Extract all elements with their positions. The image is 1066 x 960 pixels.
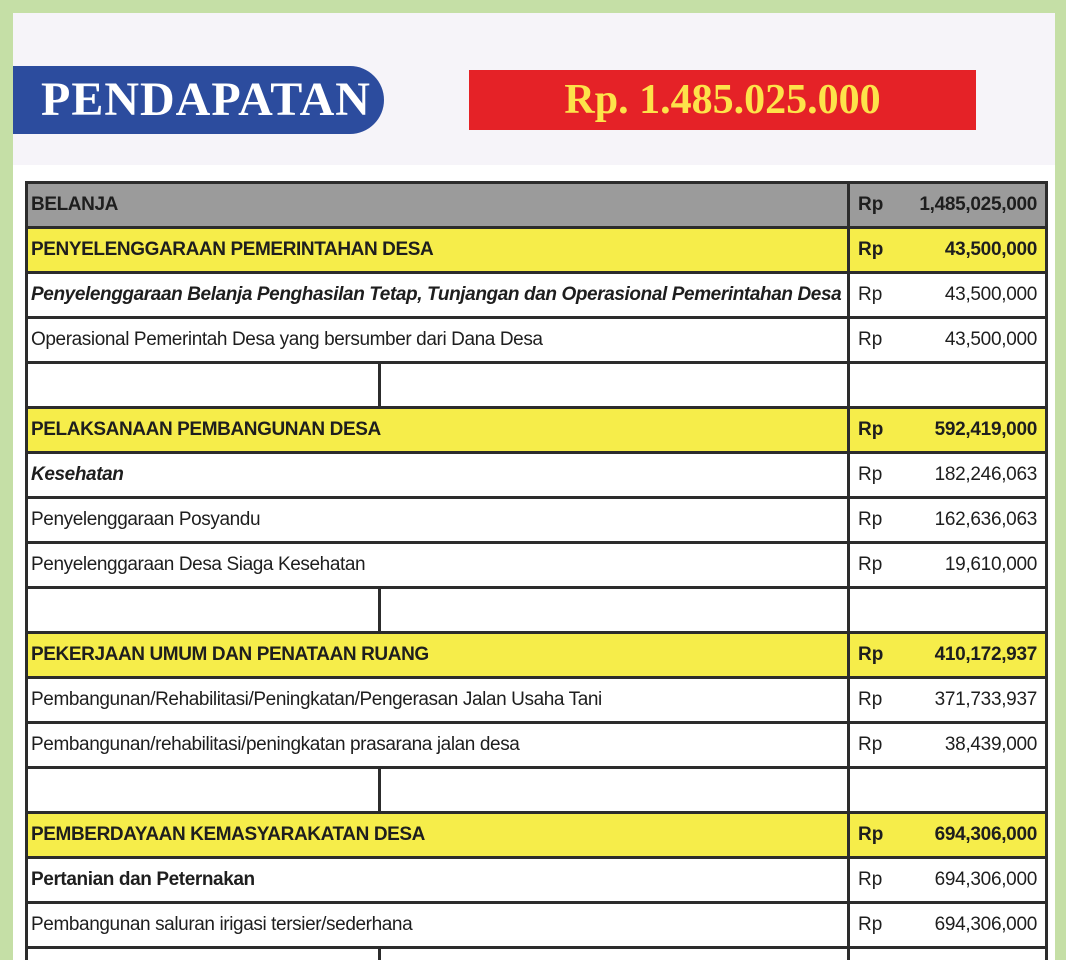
table-row-subheading [28, 859, 1045, 904]
row-amount: 43,500,000 [944, 239, 1037, 260]
table-row-section-heading [28, 409, 1045, 454]
table-row-blank [28, 364, 1045, 409]
table-row-subheading [28, 274, 1045, 319]
table-row [28, 499, 1045, 544]
table-row-blank [28, 769, 1045, 814]
document-panel [13, 13, 1055, 960]
row-currency: Rp [858, 644, 884, 665]
row-label: Pembangunan/Rehabilitasi/Peningkatan/Pengerasan Jalan Usaha Tani [28, 679, 850, 721]
row-label: PELAKSANAAN PEMBANGUNAN DESA [28, 409, 850, 451]
table-row-section-heading [28, 229, 1045, 274]
row-currency: Rp [858, 329, 883, 350]
row-label: Penyelenggaraan Posyandu [28, 499, 850, 541]
table-row-blank [28, 949, 1045, 960]
table-row [28, 544, 1045, 589]
row-amount: 38,439,000 [944, 734, 1037, 755]
table-row [28, 319, 1045, 364]
row-amount: 410,172,937 [934, 644, 1037, 665]
row-amount: 43,500,000 [944, 284, 1037, 305]
row-amount: 182,246,063 [934, 464, 1037, 485]
row-label: Pembangunan saluran irigasi tersier/sederhana [28, 904, 850, 946]
budget-table [25, 181, 1048, 960]
row-amount: 371,733,937 [934, 689, 1037, 710]
row-currency: Rp [858, 194, 884, 215]
table-row [28, 724, 1045, 769]
header-band [13, 13, 1055, 165]
table-row-section-heading [28, 634, 1045, 679]
row-currency: Rp [858, 284, 883, 305]
table-row-belanja [28, 184, 1045, 229]
row-label: Penyelenggaraan Desa Siaga Kesehatan [28, 544, 850, 586]
row-label: Penyelenggaraan Belanja Penghasilan Tetap, Tunjangan dan Operasional Pemerintahan Desa [28, 274, 850, 316]
row-label: PENYELENGGARAAN PEMERINTAHAN DESA [28, 229, 850, 271]
row-currency: Rp [858, 509, 883, 530]
table-row [28, 679, 1045, 724]
row-currency: Rp [858, 914, 883, 935]
row-label: Pertanian dan Peternakan [28, 859, 850, 901]
table-row [28, 904, 1045, 949]
row-label: BELANJA [28, 184, 850, 226]
row-amount: 43,500,000 [944, 329, 1037, 350]
row-currency: Rp [858, 419, 884, 440]
row-currency: Rp [858, 734, 883, 755]
row-amount: 162,636,063 [934, 509, 1037, 530]
pendapatan-title: PENDAPATAN [13, 66, 384, 134]
row-label: Operasional Pemerintah Desa yang bersumber dari Dana Desa [28, 319, 850, 361]
pendapatan-total: Rp. 1.485.025.000 [469, 70, 976, 130]
row-currency: Rp [858, 554, 883, 575]
table-row-section-heading [28, 814, 1045, 859]
row-amount: 592,419,000 [934, 419, 1037, 440]
row-label: Kesehatan [28, 454, 850, 496]
row-label: PEMBERDAYAAN KEMASYARAKATAN DESA [28, 814, 850, 856]
row-currency: Rp [858, 689, 883, 710]
row-currency: Rp [858, 824, 884, 845]
table-row-blank [28, 589, 1045, 634]
row-amount: 694,306,000 [934, 914, 1037, 935]
row-amount: 694,306,000 [934, 869, 1037, 890]
row-currency: Rp [858, 464, 883, 485]
row-currency: Rp [858, 239, 884, 260]
row-label: PEKERJAAN UMUM DAN PENATAAN RUANG [28, 634, 850, 676]
row-label: Pembangunan/rehabilitasi/peningkatan prasarana jalan desa [28, 724, 850, 766]
row-currency: Rp [858, 869, 883, 890]
row-amount: 694,306,000 [934, 824, 1037, 845]
row-amount: 1,485,025,000 [919, 194, 1037, 215]
row-amount: 19,610,000 [944, 554, 1037, 575]
table-row-subheading [28, 454, 1045, 499]
